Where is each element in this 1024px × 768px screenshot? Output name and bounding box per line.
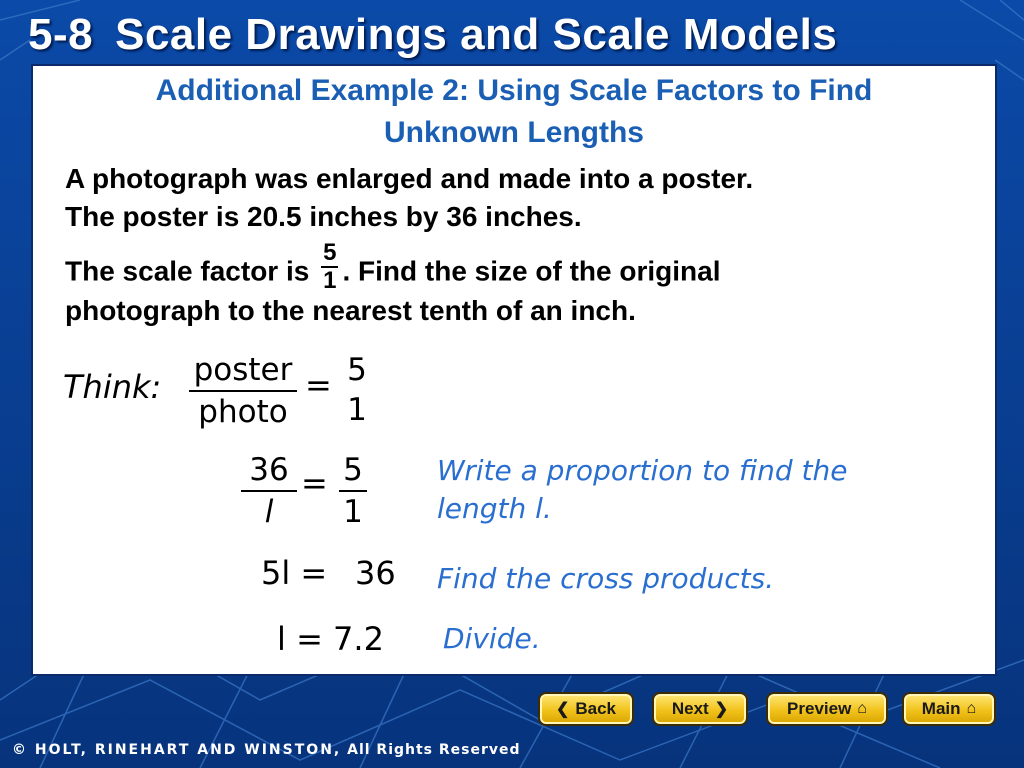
think-label: Think: <box>63 368 162 406</box>
next-button[interactable] <box>652 692 748 726</box>
problem-line-2: The poster is 20.5 inches by 36 inches. <box>65 201 582 232</box>
poster-label: poster <box>189 350 297 392</box>
content-panel <box>31 64 997 676</box>
copyright-footer <box>12 742 521 758</box>
step1-right-fraction <box>339 450 367 532</box>
step1-equals: = <box>301 464 328 502</box>
main-label: Main <box>921 699 961 718</box>
think-right-fraction <box>343 350 371 430</box>
scale-factor-denominator: 1 <box>323 267 337 294</box>
subtitle-line-1: Additional Example 2: Using Scale Factors to Find <box>155 74 873 107</box>
chevron-left-icon: ❮ <box>555 701 570 718</box>
back-button[interactable] <box>538 692 634 726</box>
preview-label: Preview <box>787 699 852 718</box>
next-label: Next <box>671 699 709 718</box>
step3-result: l = 7.2 <box>277 620 384 658</box>
subtitle-line-2: Unknown Lengths <box>384 116 644 149</box>
step1-left-fraction <box>241 450 297 532</box>
page-header <box>28 10 837 60</box>
step2-note: Find the cross products. <box>437 562 775 595</box>
preview-button[interactable] <box>766 692 888 726</box>
step1-note-line-1: Write a proportion to find the <box>437 454 848 487</box>
scale-factor-text: The scale factor is <box>65 255 318 287</box>
copyright-publisher: © HOLT, RINEHART AND WINSTON, <box>12 742 342 758</box>
step1-right-numerator: 5 <box>339 450 367 492</box>
back-label: Back <box>575 699 617 718</box>
step1-note-line-2: length l. <box>437 492 552 525</box>
main-button[interactable] <box>902 692 996 726</box>
think-left-fraction <box>189 350 297 432</box>
home-icon: ⌂ <box>966 700 977 717</box>
think-right-numerator: 5 <box>347 352 367 388</box>
home-icon: ⌂ <box>857 700 867 717</box>
think-right-denominator: 1 <box>347 392 367 428</box>
step3-note: Divide. <box>443 622 541 655</box>
copyright-rights: All Rights Reserved <box>341 742 521 758</box>
step2-rhs: 36 <box>355 554 396 592</box>
think-equals: = <box>305 366 332 404</box>
step1-note <box>437 452 847 528</box>
lesson-title: Scale Drawings and Scale Models <box>115 10 838 59</box>
example-subtitle <box>33 70 995 154</box>
scale-factor-numerator: 5 <box>323 239 337 266</box>
step1-denominator: l <box>264 494 274 530</box>
lesson-number: 5-8 <box>28 10 94 59</box>
chevron-right-icon: ❯ <box>714 701 729 718</box>
scale-factor-fraction <box>321 240 338 294</box>
problem-line-1: A photograph was enlarged and made into a poster. <box>65 163 754 194</box>
problem-line-4: photograph to the nearest tenth of an inch. <box>65 295 636 326</box>
step1-numerator: 36 <box>241 450 297 492</box>
photo-label: photo <box>198 394 288 430</box>
step1-right-denominator: 1 <box>343 494 363 530</box>
step2-lhs: 5l = <box>261 554 328 592</box>
problem-continuation: . Find the size of the original <box>342 255 721 287</box>
